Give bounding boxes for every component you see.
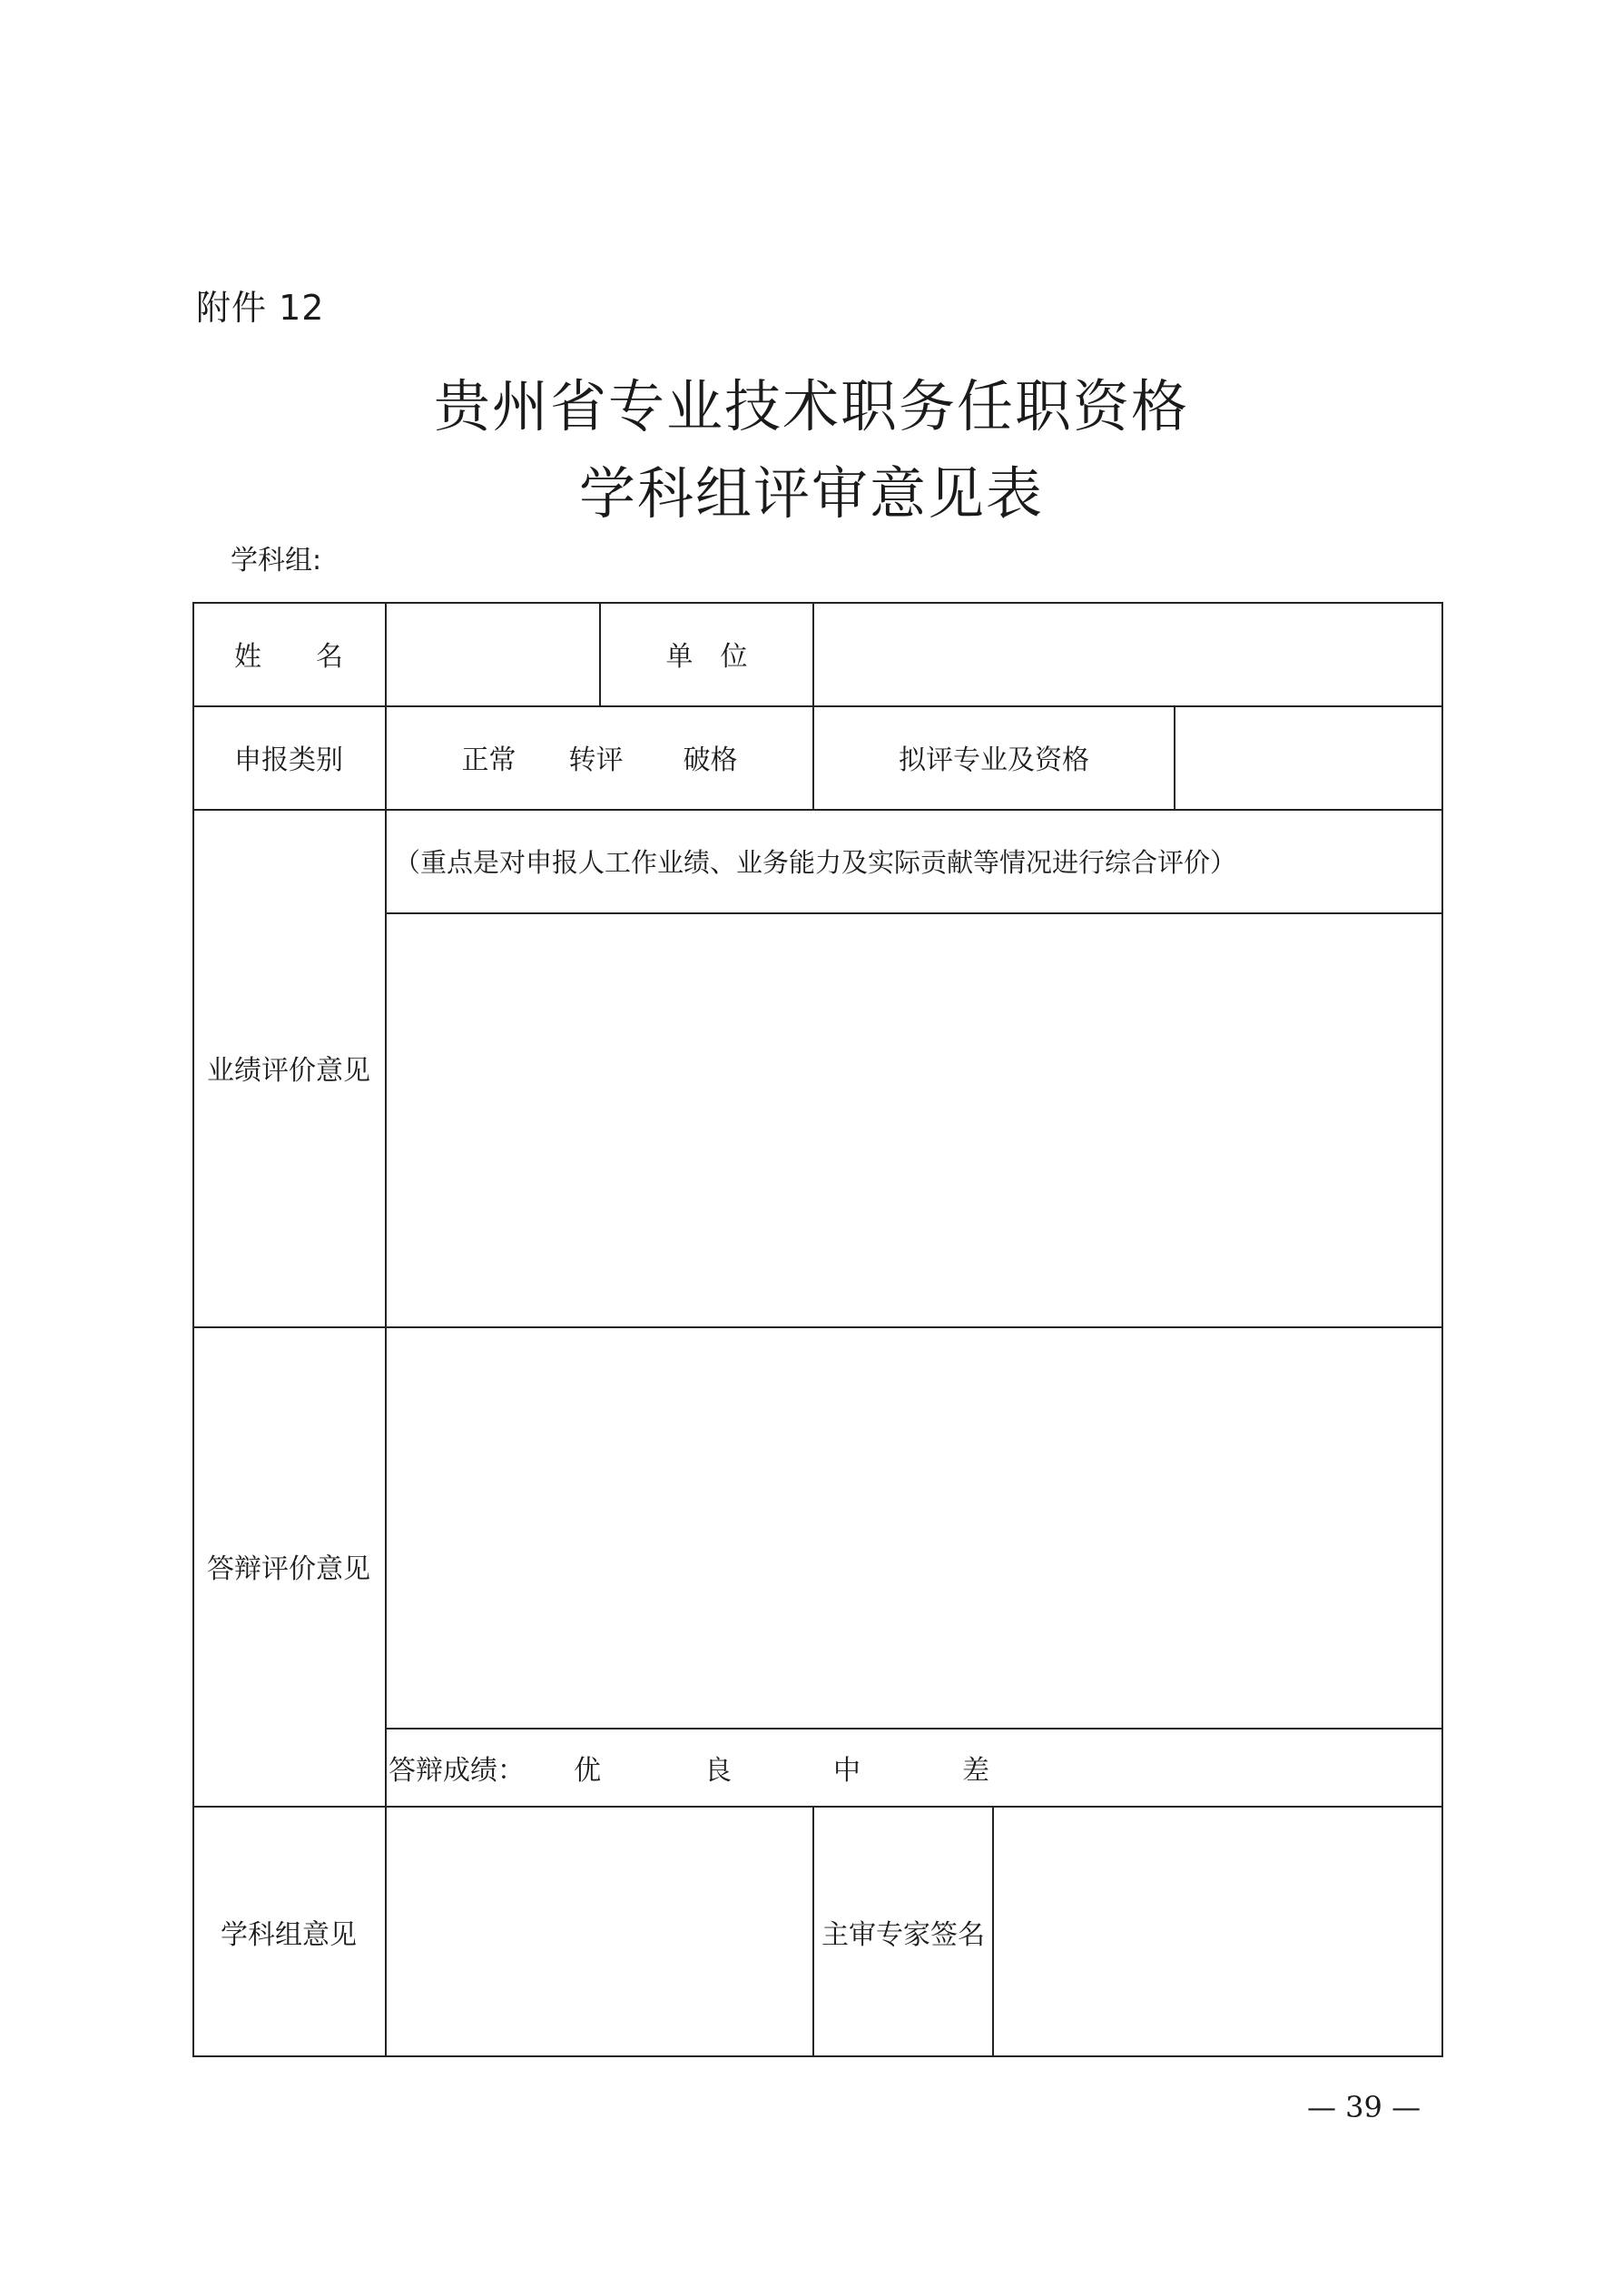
- proposed-field[interactable]: [1175, 705, 1441, 809]
- grade-excellent[interactable]: 优: [574, 1755, 601, 1787]
- grade-medium[interactable]: 中: [833, 1755, 861, 1787]
- defense-label: 答辩评价意见: [207, 1553, 370, 1585]
- performance-label: 业绩评价意见: [207, 1055, 370, 1087]
- name-label: 姓 名: [234, 641, 343, 673]
- group-opinion-label: 学科组意见: [221, 1918, 357, 1951]
- category-option-normal[interactable]: 正常: [461, 744, 516, 776]
- category-options: [387, 705, 812, 809]
- category-option-exceptional[interactable]: 破格: [683, 744, 738, 776]
- defense-score-label: 答辩成绩：: [389, 1755, 525, 1787]
- attachment-label: 附件 12: [196, 288, 325, 328]
- unit-label: 单 位: [665, 641, 748, 673]
- subject-group-label: 学科组:: [231, 545, 322, 576]
- chief-expert-signature-field[interactable]: [994, 1808, 1441, 2055]
- defense-score-row: [389, 1729, 1441, 1806]
- defense-field[interactable]: [387, 1328, 1441, 1728]
- chief-expert-label: 主审专家签名: [821, 1918, 985, 1951]
- category-option-transfer[interactable]: 转评: [568, 744, 624, 776]
- review-form-table: [192, 602, 1443, 2057]
- performance-hint: （重点是对申报人工作业绩、业务能力及实际贡献等情况进行综合评价）: [394, 846, 1237, 878]
- grade-good[interactable]: 良: [704, 1755, 732, 1787]
- performance-field[interactable]: [387, 914, 1441, 1326]
- proposed-label: 拟评专业及资格: [899, 744, 1089, 776]
- group-opinion-field[interactable]: [387, 1808, 812, 2055]
- grade-poor[interactable]: 差: [962, 1755, 989, 1787]
- name-field[interactable]: [387, 602, 599, 705]
- page-number: — 39 —: [1307, 2090, 1421, 2124]
- category-label: 申报类别: [234, 744, 343, 776]
- form-title-line2: 学科组评审意见表: [578, 460, 1044, 527]
- form-title-line1: 贵州省专业技术职务任职资格: [433, 373, 1189, 439]
- unit-field[interactable]: [814, 602, 1441, 705]
